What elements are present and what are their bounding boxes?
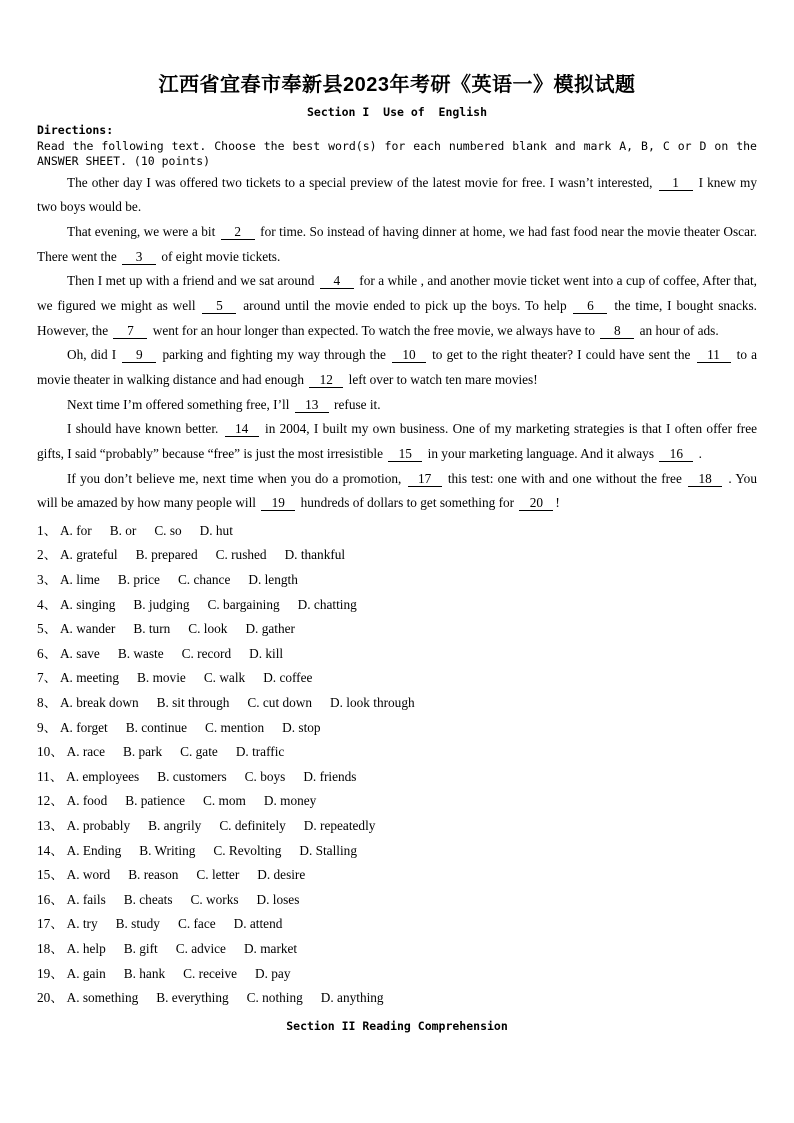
question-row — [37, 765, 757, 790]
question-option: B. angrily — [148, 818, 202, 833]
question-option: B. turn — [133, 621, 171, 637]
question-number: 12、 — [37, 793, 64, 809]
question-option: B. price — [117, 572, 160, 588]
question-number: 2、 — [37, 547, 57, 563]
question-option: C. look — [188, 621, 228, 637]
cloze-blank-19: 19 — [261, 495, 295, 511]
question-number: 17、 — [37, 916, 64, 932]
question-option: B. patience — [125, 793, 186, 809]
question-option: C. boys — [244, 768, 286, 784]
question-row — [37, 962, 757, 987]
directions-text: Read the following text. Choose the best word(s) for each numbered blank and mark A, B, C or D on the ANSWER SHEET. (10 points) — [37, 138, 757, 169]
cloze-blank-14: 14 — [225, 421, 259, 437]
question-option: C. so — [154, 522, 182, 538]
question-option: C. record — [181, 645, 232, 661]
question-option: C. Revolting — [213, 842, 282, 858]
cloze-blank-15: 15 — [388, 446, 422, 462]
question-number: 6、 — [37, 645, 57, 661]
question-number: 5、 — [37, 621, 57, 637]
question-option: A. help — [66, 940, 106, 956]
question-row — [37, 814, 757, 839]
directions-label: Directions: — [37, 123, 114, 137]
question-option: B. sit through — [156, 695, 230, 711]
question-option: C. chance — [177, 572, 231, 588]
question-option: A. singing — [59, 596, 116, 612]
question-option: C. advice — [175, 940, 226, 956]
question-option: B. movie — [137, 670, 186, 686]
question-option: C. rushed — [215, 547, 267, 563]
question-option: D. attend — [233, 916, 283, 932]
cloze-blank-5: 5 — [202, 298, 236, 314]
cloze-blank-3: 3 — [122, 249, 156, 265]
question-option: C. works — [190, 891, 239, 907]
cloze-paragraph: Then I met up with a friend and we sat around 4 for a while , and another movie ticket went into a cup of coffee, After that, we figured we might as well 5 around until the movie ended to pick up the boys. To help 6 the time, I bought snacks. However, the 7 went for an hour longer than expected. To watch the free movie, we always have to 8 an hour of ads. — [37, 273, 757, 338]
question-row — [37, 716, 757, 741]
question-option: C. walk — [203, 670, 246, 686]
question-option: A. break down — [59, 695, 139, 711]
question-option: B. waste — [117, 645, 164, 661]
question-option: A. gain — [66, 965, 106, 981]
question-option: B. customers — [157, 768, 227, 784]
question-row — [37, 863, 757, 888]
cloze-blank-7: 7 — [113, 323, 147, 339]
question-row — [37, 666, 757, 691]
question-option: C. cut down — [247, 695, 313, 711]
question-option: A. food — [66, 793, 108, 809]
question-option: C. mom — [203, 793, 246, 809]
question-option: A. try — [66, 916, 98, 932]
question-option: B. reason — [128, 867, 179, 883]
question-number: 13、 — [37, 818, 64, 833]
question-option: A. for — [59, 522, 92, 538]
question-option: C. letter — [196, 867, 240, 883]
cloze-blank-20: 20 — [519, 495, 553, 511]
cloze-text — [37, 171, 757, 516]
question-number: 19、 — [37, 965, 64, 981]
question-option: C. gate — [180, 744, 218, 760]
question-number: 14、 — [37, 842, 64, 858]
question-option: D. anything — [320, 990, 384, 1006]
question-option: D. traffic — [235, 744, 285, 760]
question-option: B. gift — [123, 940, 158, 956]
question-option: D. thankful — [284, 547, 346, 563]
question-option: D. market — [243, 940, 298, 956]
question-row — [37, 888, 757, 913]
question-number: 3、 — [37, 572, 57, 588]
question-number: 10、 — [37, 744, 64, 760]
cloze-blank-16: 16 — [659, 446, 693, 462]
cloze-blank-11: 11 — [697, 347, 731, 363]
question-number: 15、 — [37, 867, 64, 883]
question-number: 9、 — [37, 719, 57, 735]
cloze-blank-6: 6 — [573, 298, 607, 314]
question-row — [37, 937, 757, 962]
question-number: 18、 — [37, 940, 64, 956]
cloze-blank-12: 12 — [309, 372, 343, 388]
section2-heading: Section II Reading Comprehension — [286, 1018, 508, 1033]
question-option: A. fails — [66, 891, 106, 907]
question-option: A. employees — [66, 768, 140, 784]
question-row — [37, 740, 757, 765]
question-row — [37, 543, 757, 568]
question-option: A. something — [66, 990, 139, 1006]
question-option: B. study — [115, 916, 160, 932]
cloze-paragraph: Next time I’m offered something free, I’ll 13 refuse it. — [67, 396, 381, 412]
cloze-paragraph: Oh, did I 9 parking and fighting my way through the 10 to get to the right theater? I could have sent the 11 to a movie theater in walking distance and had enough 12 left over to watch ten mare movies! — [37, 347, 757, 387]
question-option: C. receive — [183, 965, 238, 981]
question-row — [37, 912, 757, 937]
cloze-blank-1: 1 — [659, 175, 693, 191]
question-option: B. cheats — [123, 891, 173, 907]
cloze-blank-17: 17 — [408, 471, 442, 487]
page-title: 江西省宜春市奉新县2023年考研《英语一》模拟试题 — [158, 74, 636, 96]
question-option: C. bargaining — [207, 596, 280, 612]
question-option: D. length — [248, 572, 298, 588]
question-row — [37, 568, 757, 593]
question-option: C. definitely — [219, 818, 286, 833]
question-number: 1、 — [37, 522, 57, 538]
question-option: B. Writing — [139, 842, 196, 858]
question-option: B. hank — [123, 965, 166, 981]
question-option: C. nothing — [246, 990, 303, 1006]
question-option: A. Ending — [66, 842, 122, 858]
question-row — [37, 691, 757, 716]
question-option: A. meeting — [59, 670, 120, 686]
question-option: D. stop — [282, 719, 321, 735]
question-option: D. look through — [330, 695, 415, 711]
question-option: A. save — [59, 645, 100, 661]
question-list — [37, 519, 757, 1011]
question-option: A. word — [66, 867, 111, 883]
question-row — [37, 789, 757, 814]
question-option: C. mention — [205, 719, 265, 735]
question-row — [37, 642, 757, 667]
question-option: A. probably — [66, 818, 131, 833]
question-option: B. prepared — [135, 547, 198, 563]
question-option: D. hut — [199, 522, 233, 538]
question-row — [37, 519, 757, 544]
section1-heading: Section I Use of English — [306, 105, 487, 119]
cloze-blank-4: 4 — [320, 273, 354, 289]
question-row — [37, 593, 757, 618]
question-row — [37, 839, 757, 864]
question-row — [37, 617, 757, 642]
question-option: D. kill — [249, 645, 284, 661]
cloze-blank-18: 18 — [688, 471, 722, 487]
question-option: B. or — [109, 522, 137, 538]
question-option: A. race — [66, 744, 105, 760]
question-option: B. continue — [125, 719, 188, 735]
question-option: A. lime — [59, 572, 100, 588]
cloze-blank-2: 2 — [221, 224, 255, 240]
cloze-blank-10: 10 — [392, 347, 426, 363]
cloze-paragraph: I should have known better. 14 in 2004, I built my own business. One of my marketing strategies is that I often offer free gifts, I said “probably” because “free” is just the most irresistible 15 in your marketing language. And it always 16 . — [37, 421, 757, 461]
question-option: D. coffee — [263, 670, 313, 686]
question-number: 8、 — [37, 695, 57, 711]
question-option: A. grateful — [59, 547, 118, 563]
question-option: D. pay — [255, 965, 291, 981]
question-option: D. desire — [257, 867, 306, 883]
cloze-paragraph: That evening, we were a bit 2 for time. So instead of having dinner at home, we had fast food near the movie theater Oscar. There went the 3 of eight movie tickets. — [37, 224, 757, 264]
question-option: B. everything — [156, 990, 229, 1006]
question-option: C. face — [177, 916, 216, 932]
question-option: D. repeatedly — [303, 818, 376, 833]
question-number: 4、 — [37, 596, 57, 612]
question-option: D. chatting — [297, 596, 357, 612]
question-number: 11、 — [37, 768, 64, 784]
cloze-blank-13: 13 — [295, 397, 329, 413]
question-number: 16、 — [37, 891, 64, 907]
question-option: A. wander — [59, 621, 116, 637]
question-option: B. judging — [133, 596, 190, 612]
question-option: D. Stalling — [299, 842, 357, 858]
question-number: 7、 — [37, 670, 57, 686]
question-option: D. money — [263, 793, 317, 809]
question-option: D. loses — [256, 891, 300, 907]
question-option: A. forget — [59, 719, 108, 735]
question-number: 20、 — [37, 990, 64, 1006]
question-option: B. park — [122, 744, 163, 760]
question-row — [37, 986, 757, 1011]
cloze-paragraph: The other day I was offered two tickets to a special preview of the latest movie for free. I wasn’t interested, 1 I knew my two boys would be. — [37, 174, 757, 215]
cloze-paragraph: If you don’t believe me, next time when you do a promotion, 17 this test: one with and one without the free 18 . You will be amazed by how many people will 19 hundreds of dollars to get something for 20 ! — [37, 470, 757, 511]
question-option: D. friends — [303, 768, 357, 784]
question-option: D. gather — [245, 621, 295, 637]
cloze-blank-8: 8 — [600, 323, 634, 339]
cloze-blank-9: 9 — [122, 347, 156, 363]
